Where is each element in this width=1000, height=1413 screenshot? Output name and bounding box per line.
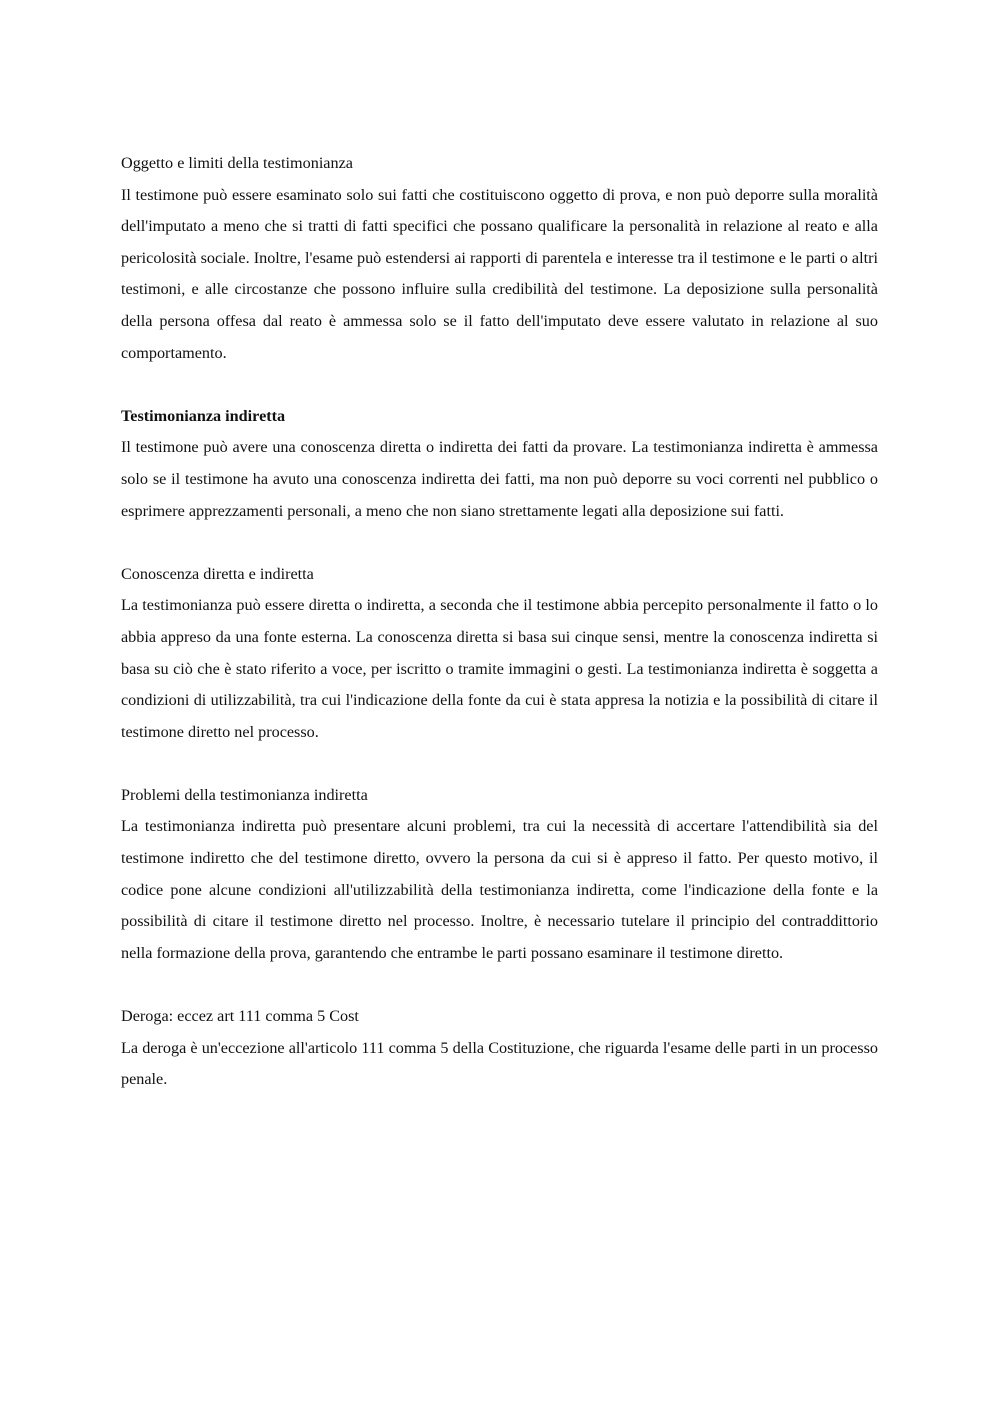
section-heading: Problemi della testimonianza indiretta (121, 785, 368, 804)
section-heading: Deroga: eccez art 111 comma 5 Cost (121, 1007, 359, 1026)
section-conoscenza (121, 559, 878, 749)
section-problemi (121, 780, 878, 970)
section-oggetto-limiti (121, 148, 878, 369)
section-heading: Testimonianza indiretta (121, 406, 286, 425)
section-heading: Oggetto e limiti della testimonianza (121, 154, 353, 172)
section-paragraph: La testimonianza indiretta può presentare alcuni problemi, tra cui la necessità di accertare l'attendibilità sia del testimone indiretto che del testimone diretto, ovvero la persona da cui si è appreso il fatto. Per questo motivo, il codice pone alcune condizioni all'utilizzabilità della testimonianza indiretta, come l'indicazione della fonte e la possibilità di citare il testimone diretto nel processo. Inoltre, è necessario tutelare il principio del contraddittorio nella formazione della prova, garantendo che entrambe le parti possano esaminare il testimone diretto. (121, 817, 878, 962)
section-deroga (121, 1001, 878, 1096)
section-heading: Conoscenza diretta e indiretta (121, 564, 314, 583)
section-testimonianza-indiretta (121, 401, 878, 527)
document-page (121, 148, 878, 1127)
section-paragraph: Il testimone può essere esaminato solo sui fatti che costituiscono oggetto di prova, e non può deporre sulla moralità dell'imputato a meno che si tratti di fatti specifici che possano qualificare la personalità in relazione al reato e alla pericolosità sociale. Inoltre, l'esame può estendersi ai rapporti di parentela e interesse tra il testimone e le parti o altri testimoni, e alle circostanze che possono influire sulla credibilità del testimone. La deposizione sulla personalità della persona offesa dal reato è ammessa solo se il fatto dell'imputato deve essere valutato in relazione al suo comportamento. (121, 185, 878, 362)
section-paragraph: La deroga è un'eccezione all'articolo 111 comma 5 della Costituzione, che riguarda l'esame delle parti in un processo penale. (121, 1038, 878, 1089)
section-paragraph: La testimonianza può essere diretta o indiretta, a seconda che il testimone abbia percepito personalmente il fatto o lo abbia appreso da una fonte esterna. La conoscenza diretta si basa sui cinque sensi, mentre la conoscenza indiretta si basa su ciò che è stato riferito a voce, per iscritto o tramite immagini o gesti. La testimonianza indiretta è soggetta a condizioni di utilizzabilità, tra cui l'indicazione della fonte da cui è stata appresa la notizia e la possibilità di citare il testimone diretto nel processo. (121, 596, 878, 741)
section-paragraph: Il testimone può avere una conoscenza diretta o indiretta dei fatti da provare. La testimonianza indiretta è ammessa solo se il testimone ha avuto una conoscenza indiretta dei fatti, ma non può deporre su voci correnti nel pubblico o esprimere apprezzamenti personali, a meno che non siano strettamente legati alla deposizione sui fatti. (121, 438, 878, 520)
